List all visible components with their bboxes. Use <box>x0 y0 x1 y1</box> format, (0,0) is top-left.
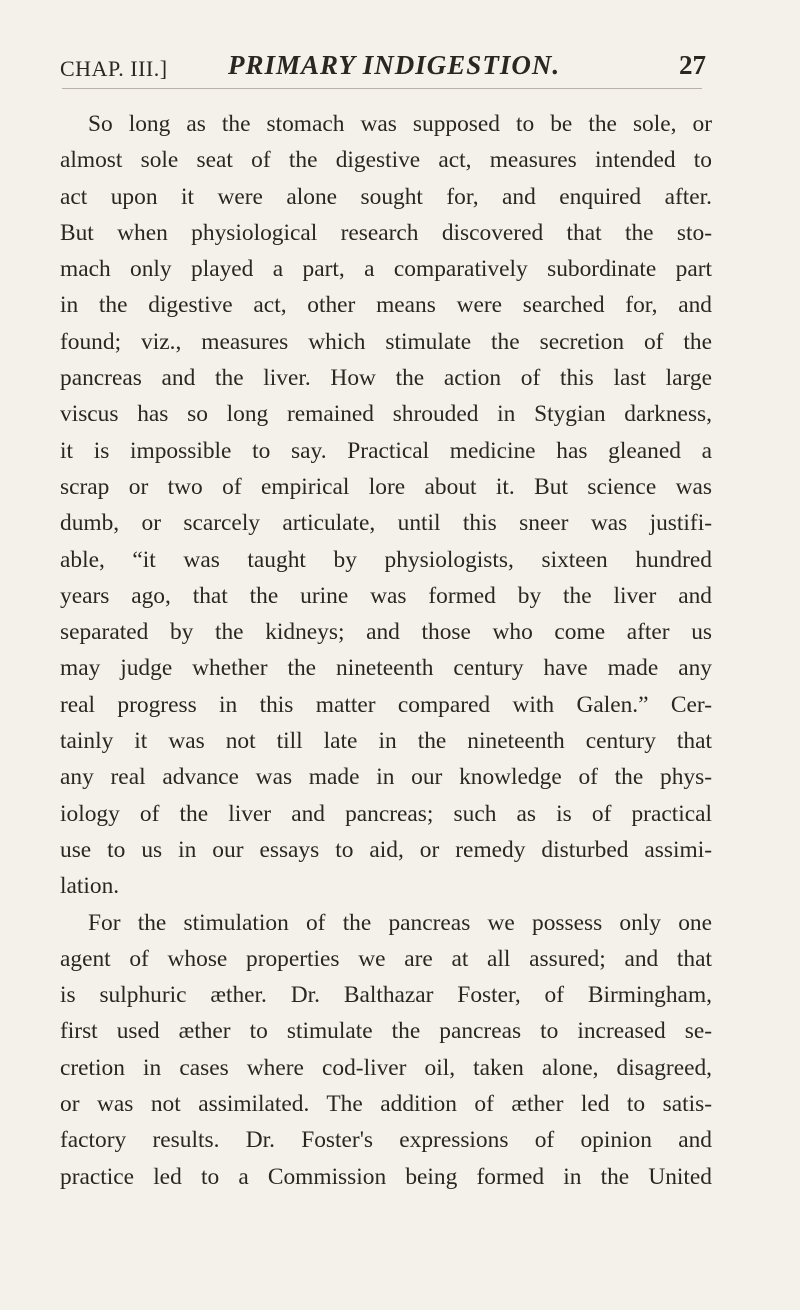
text-line: any real advance was made in our knowledge of the phys- <box>60 764 712 791</box>
body-text <box>60 106 712 1195</box>
text-line: practice led to a Commission being formed in the United <box>60 1163 712 1190</box>
header-rule <box>62 88 702 89</box>
text-line: viscus has so long remained shrouded in Stygian darkness, <box>60 401 712 428</box>
text-line: scrap or two of empirical lore about it. But science was <box>60 473 712 500</box>
text-line: separated by the kidneys; and those who come after us <box>60 619 712 646</box>
text-line: may judge whether the nineteenth century have made any <box>60 655 712 682</box>
text-line: lation. <box>60 873 120 900</box>
text-line: is sulphuric æther. Dr. Balthazar Foster, of Birmingham, <box>60 982 712 1009</box>
text-line: found; viz., measures which stimulate the secretion of the <box>60 328 712 355</box>
text-line: real progress in this matter compared with Galen.” Cer- <box>60 691 712 718</box>
text-line: able, “it was taught by physiologists, sixteen hundred <box>60 546 712 573</box>
text-line: cretion in cases where cod-liver oil, taken alone, disagreed, <box>60 1054 712 1081</box>
text-line: So long as the stomach was supposed to be the sole, or <box>88 111 712 137</box>
text-line: agent of whose properties we are at all assured; and that <box>60 945 712 972</box>
text-line: first used æther to stimulate the pancreas to increased se- <box>60 1018 712 1045</box>
page-number: 27 <box>679 50 706 80</box>
text-line: pancreas and the liver. How the action of this last large <box>60 365 712 392</box>
running-header <box>60 50 712 86</box>
text-line: But when physiological research discovered that the sto- <box>60 219 712 246</box>
text-line: mach only played a part, a comparatively subordinate part <box>60 256 712 283</box>
text-line: in the digestive act, other means were searched for, and <box>60 292 712 319</box>
text-line: act upon it were alone sought for, and enquired after. <box>60 183 712 210</box>
text-line: tainly it was not till late in the nineteenth century that <box>60 728 712 755</box>
text-line: almost sole seat of the digestive act, measures intended to <box>60 147 712 174</box>
text-line: factory results. Dr. Foster's expressions of opinion and <box>60 1127 712 1154</box>
text-line: use to us in our essays to aid, or remedy disturbed assimi- <box>60 836 712 863</box>
text-line: or was not assimilated. The addition of æther led to satis- <box>60 1091 712 1118</box>
text-line: iology of the liver and pancreas; such as is of practical <box>60 800 712 827</box>
text-line: For the stimulation of the pancreas we possess only one <box>88 909 712 936</box>
text-line: dumb, or scarcely articulate, until this sneer was justifi- <box>60 510 712 537</box>
chapter-reference: CHAP. III.] <box>60 56 168 81</box>
text-line: it is impossible to say. Practical medicine has gleaned a <box>60 437 712 464</box>
running-title: PRIMARY INDIGESTION. <box>228 50 561 80</box>
text-line: years ago, that the urine was formed by the liver and <box>60 582 712 609</box>
